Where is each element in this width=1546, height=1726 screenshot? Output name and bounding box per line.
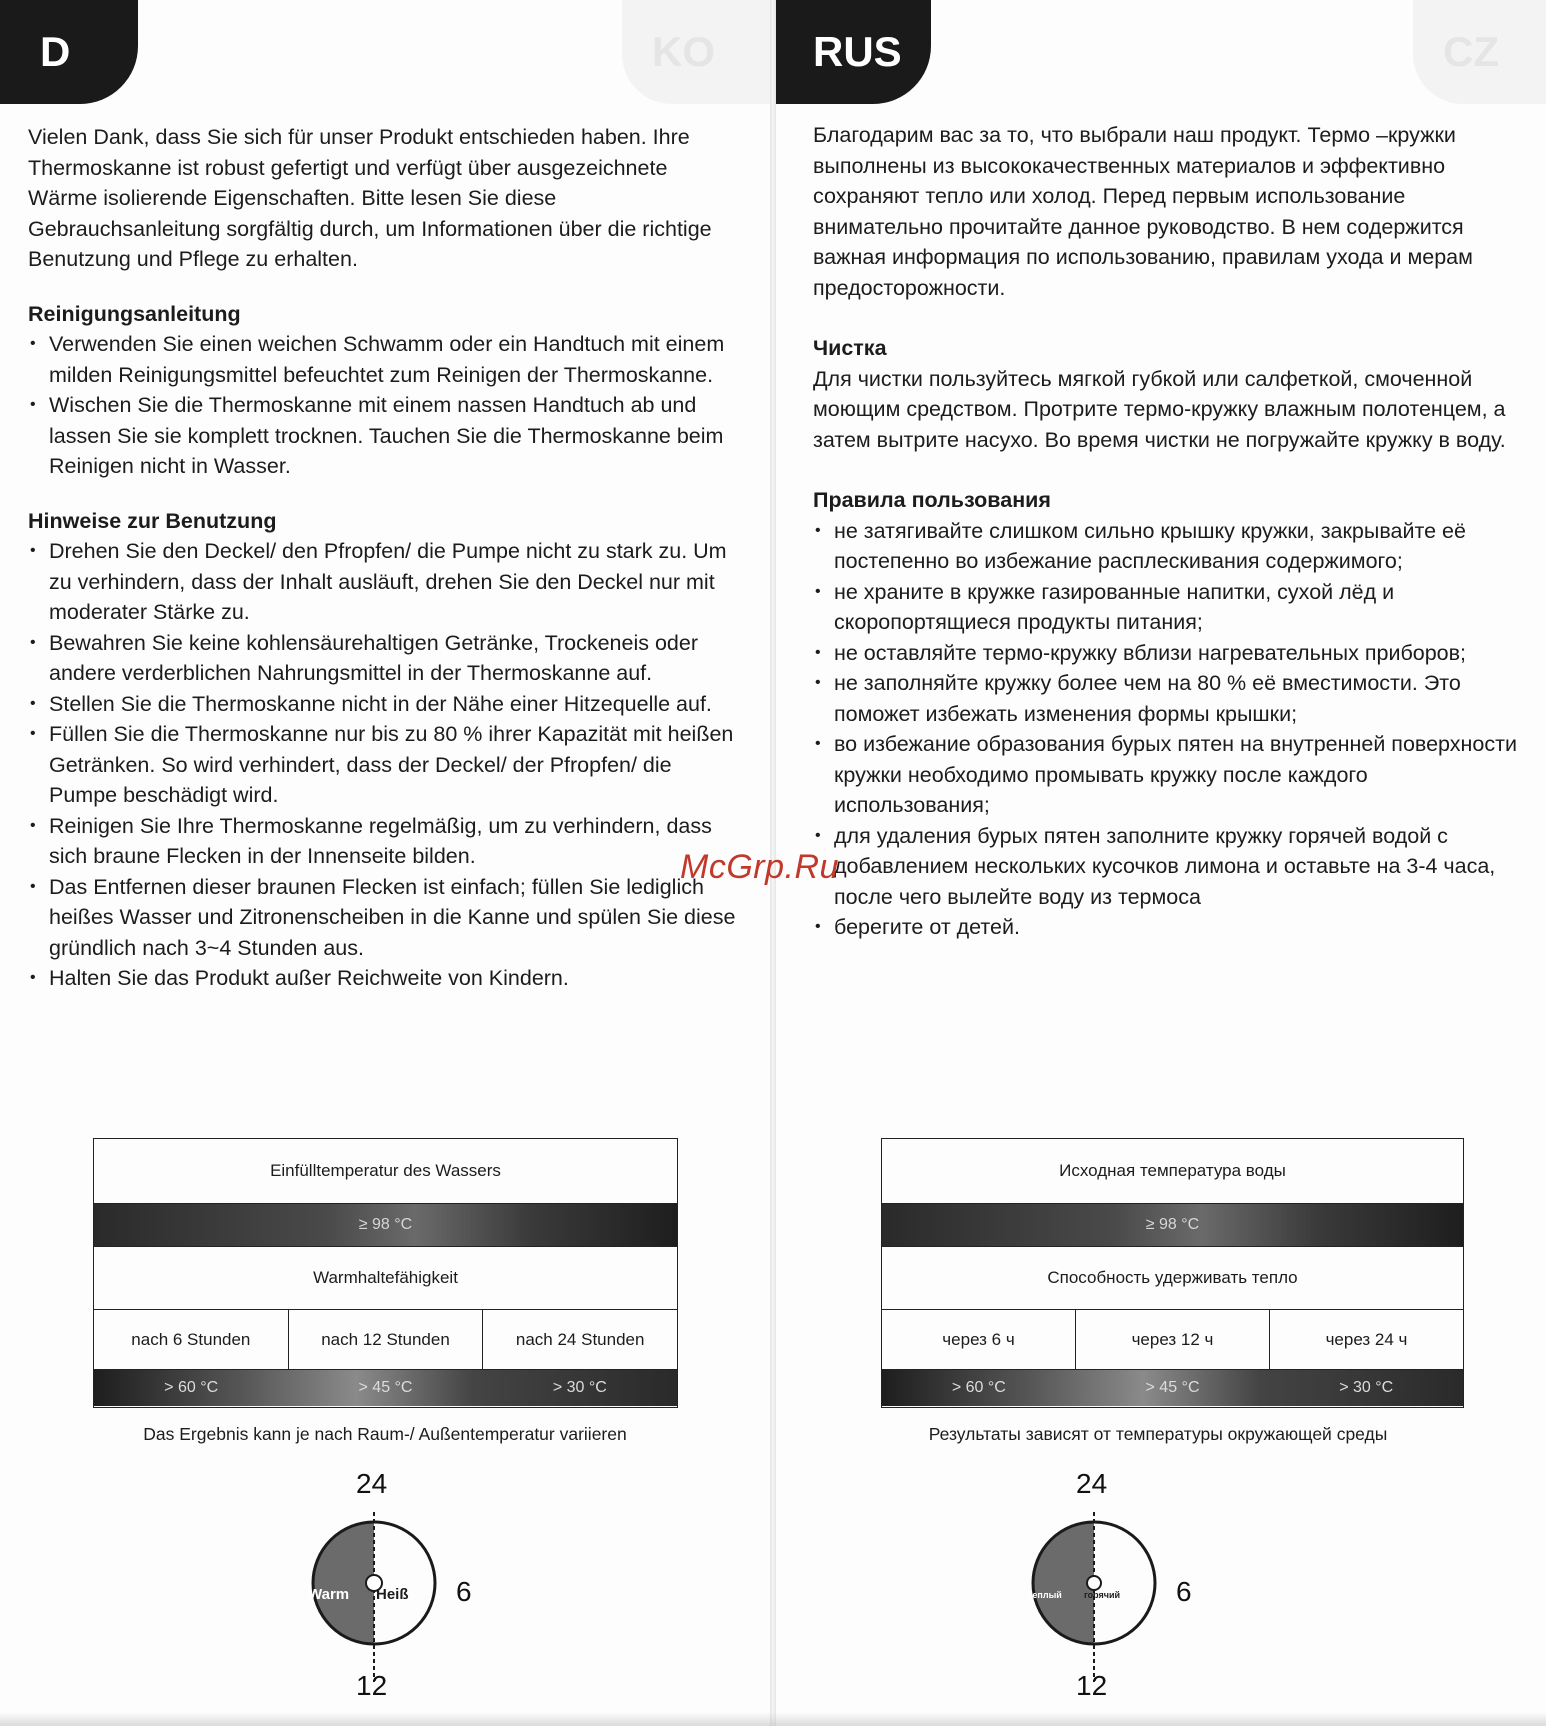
temp-row	[882, 1370, 1463, 1406]
usage-heading: Hinweise zur Benutzung	[28, 508, 277, 533]
list-item: • Drehen Sie den Deckel/ den Pfropfen/ die Pumpe nicht zu stark zu. Um zu verhindern, dass der Inhalt ausläuft, drehen Sie den Deckel nur mit moderater Stärke zu.	[28, 536, 740, 628]
result-note: Результаты зависят от температуры окружающей среды	[928, 1424, 1388, 1444]
temp-cell: > 30 °C	[552, 1379, 607, 1396]
period-cell: через 6 ч	[942, 1329, 1015, 1349]
temp-cell: > 45 °C	[358, 1379, 413, 1396]
ghost-tab-label: CZ	[1443, 28, 1499, 75]
result-note: Das Ergebnis kann je nach Raum-/ Außentemperatur variieren	[143, 1424, 627, 1444]
period-row	[94, 1310, 677, 1370]
period-cell: nach 24 Stunden	[482, 1310, 677, 1369]
list-item: • во избежание образования бурых пятен на внутренней поверхности кружки необходимо промывать кружку после каждого использования;	[813, 729, 1525, 821]
list-item: • Stellen Sie die Thermoskanne nicht in der Nähe einer Hitzequelle auf.	[28, 689, 740, 720]
page-russian	[773, 0, 1546, 1726]
fill-temp-header: Исходная температура воды	[882, 1139, 1463, 1204]
fill-temp-value: ≥ 98 °C	[94, 1204, 677, 1246]
ghost-language-tab	[1413, 0, 1546, 104]
period-cell: nach 12 Stunden	[288, 1310, 483, 1369]
period-cell: nach 6 Stunden	[131, 1329, 251, 1349]
list-item: • Wischen Sie die Thermoskanne mit einem nassen Handtuch ab und lassen Sie sie komplett trocknen. Tauchen Sie die Thermoskanne beim Reinigen nicht in Wasser.	[28, 390, 740, 482]
dial-label-right: 6	[1176, 1576, 1192, 1607]
temp-cell: > 30 °C	[1339, 1379, 1394, 1396]
period-row	[882, 1310, 1463, 1370]
language-tab-rus	[773, 0, 931, 104]
cleaning-heading: Чистка	[813, 336, 887, 360]
usage-list	[28, 536, 740, 994]
ghost-tab-label: KO	[652, 28, 715, 75]
temp-cell: > 60 °C	[951, 1379, 1006, 1396]
dial-hot-label: горячий	[1084, 1590, 1121, 1600]
list-item: • не оставляйте термо-кружку вблизи нагревательных приборов;	[813, 638, 1525, 669]
temp-row	[94, 1370, 677, 1406]
ghost-language-tab	[622, 0, 773, 104]
list-item: • не затягивайте слишком сильно крышку кружки, закрывайте её постепенно во избежание расплескивания содержимого;	[813, 516, 1525, 577]
retention-header: Warmhaltefähigkeit	[94, 1246, 677, 1310]
list-item: • Füllen Sie die Thermoskanne nur bis zu 80 % ihrer Kapazität mit heißen Getränken. So wird verhindert, dass der Deckel/ der Pfropfen/ die Pumpe beschädigt wird.	[28, 719, 740, 811]
time-dial	[944, 1468, 1244, 1726]
fill-temp-header: Einfülltemperatur des Wassers	[94, 1139, 677, 1204]
list-item: • Verwenden Sie einen weichen Schwamm oder ein Handtuch mit einem milden Reinigungsmittel befeuchtet zum Reinigen der Thermoskanne.	[28, 329, 740, 390]
cleaning-heading: Reinigungsanleitung	[28, 301, 241, 326]
dial-label-top: 24	[1076, 1468, 1108, 1499]
dial-warm-label: теплый	[1028, 1590, 1062, 1600]
time-dial	[224, 1468, 524, 1726]
language-tab-label: RUS	[813, 28, 902, 75]
german-text	[28, 122, 740, 994]
list-item: • берегите от детей.	[813, 912, 1525, 943]
temperature-table	[93, 1138, 678, 1408]
russian-text	[813, 120, 1525, 943]
list-item: • Reinigen Sie Ihre Thermoskanne regelmäßig, um zu verhindern, dass sich braune Flecken in der Innenseite bilden.	[28, 811, 740, 872]
dial-warm-label: Warm	[308, 1586, 350, 1603]
language-tab-label: D	[40, 28, 71, 75]
list-item: • Bewahren Sie keine kohlensäurehaltigen Getränke, Trockeneis oder andere verderblichen Nahrungsmittel in der Thermoskanne auf.	[28, 628, 740, 689]
dial-label-top: 24	[356, 1468, 388, 1499]
usage-list	[813, 516, 1525, 943]
list-item: • Das Entfernen dieser braunen Flecken ist einfach; füllen Sie lediglich heißes Wasser und Zitronenscheiben in die Kanne und spülen Sie diese gründlich nach 3~4 Stunden aus.	[28, 872, 740, 964]
period-cell: через 12 ч	[1075, 1310, 1269, 1369]
cleaning-paragraph: Для чистки пользуйтесь мягкой губкой или салфеткой, смоченной моющим средством. Протрите термо-кружку влажным полотенцем, а затем вытрите насухо. Во время чистки не погружайте кружку в воду.	[813, 366, 1506, 452]
temperature-table	[881, 1138, 1464, 1408]
intro-paragraph: Vielen Dank, dass Sie sich für unser Produkt entschieden haben. Ihre Thermoskanne ist robust gefertigt und verfügt über ausgezeichnete Wärme isolierende Eigenschaften. Bitte lesen Sie diese Gebrauchsanleitung sorgfältig durch, um Informationen über die richtige Benutzung und Pflege zu erhalten.	[28, 125, 712, 271]
list-item: • для удаления бурых пятен заполните кружку горячей водой с добавлением нескольких кусочков лимона и оставьте на 3-4 часа, после чего вылейте воду из термоса	[813, 821, 1525, 913]
page-bottom-shadow	[0, 1712, 1546, 1726]
temp-cell: > 60 °C	[164, 1379, 219, 1396]
fill-temp-value: ≥ 98 °C	[882, 1204, 1463, 1246]
period-cell: через 24 ч	[1269, 1310, 1463, 1369]
list-item: • не заполняйте кружку более чем на 80 % её вместимости. Это поможет избежать изменения формы крышки;	[813, 668, 1525, 729]
intro-paragraph: Благодарим вас за то, что выбрали наш продукт. Термо –кружки выполнены из высококачественных материалов и эффективно сохраняют тепло или холод. Перед первым использование внимательно прочитайте данное руководство. В нем содержится важная информация по использованию, правилам ухода и мерам предосторожности.	[813, 123, 1473, 300]
retention-header: Способность удерживать тепло	[882, 1246, 1463, 1310]
list-item: • Halten Sie das Produkt außer Reichweite von Kindern.	[28, 963, 740, 994]
watermark: McGrp.Ru	[680, 848, 839, 886]
language-tab-de	[0, 0, 138, 104]
cleaning-list	[28, 329, 740, 482]
dial-label-right: 6	[456, 1576, 472, 1607]
dial-label-bottom: 12	[356, 1670, 388, 1701]
usage-heading: Правила пользования	[813, 488, 1051, 512]
dial-label-bottom: 12	[1076, 1670, 1108, 1701]
dial-hot-label: Heiß	[376, 1586, 409, 1603]
list-item: • не храните в кружке газированные напитки, сухой лёд и скоропортящиеся продукты питания;	[813, 577, 1525, 638]
temp-cell: > 45 °C	[1145, 1379, 1200, 1396]
